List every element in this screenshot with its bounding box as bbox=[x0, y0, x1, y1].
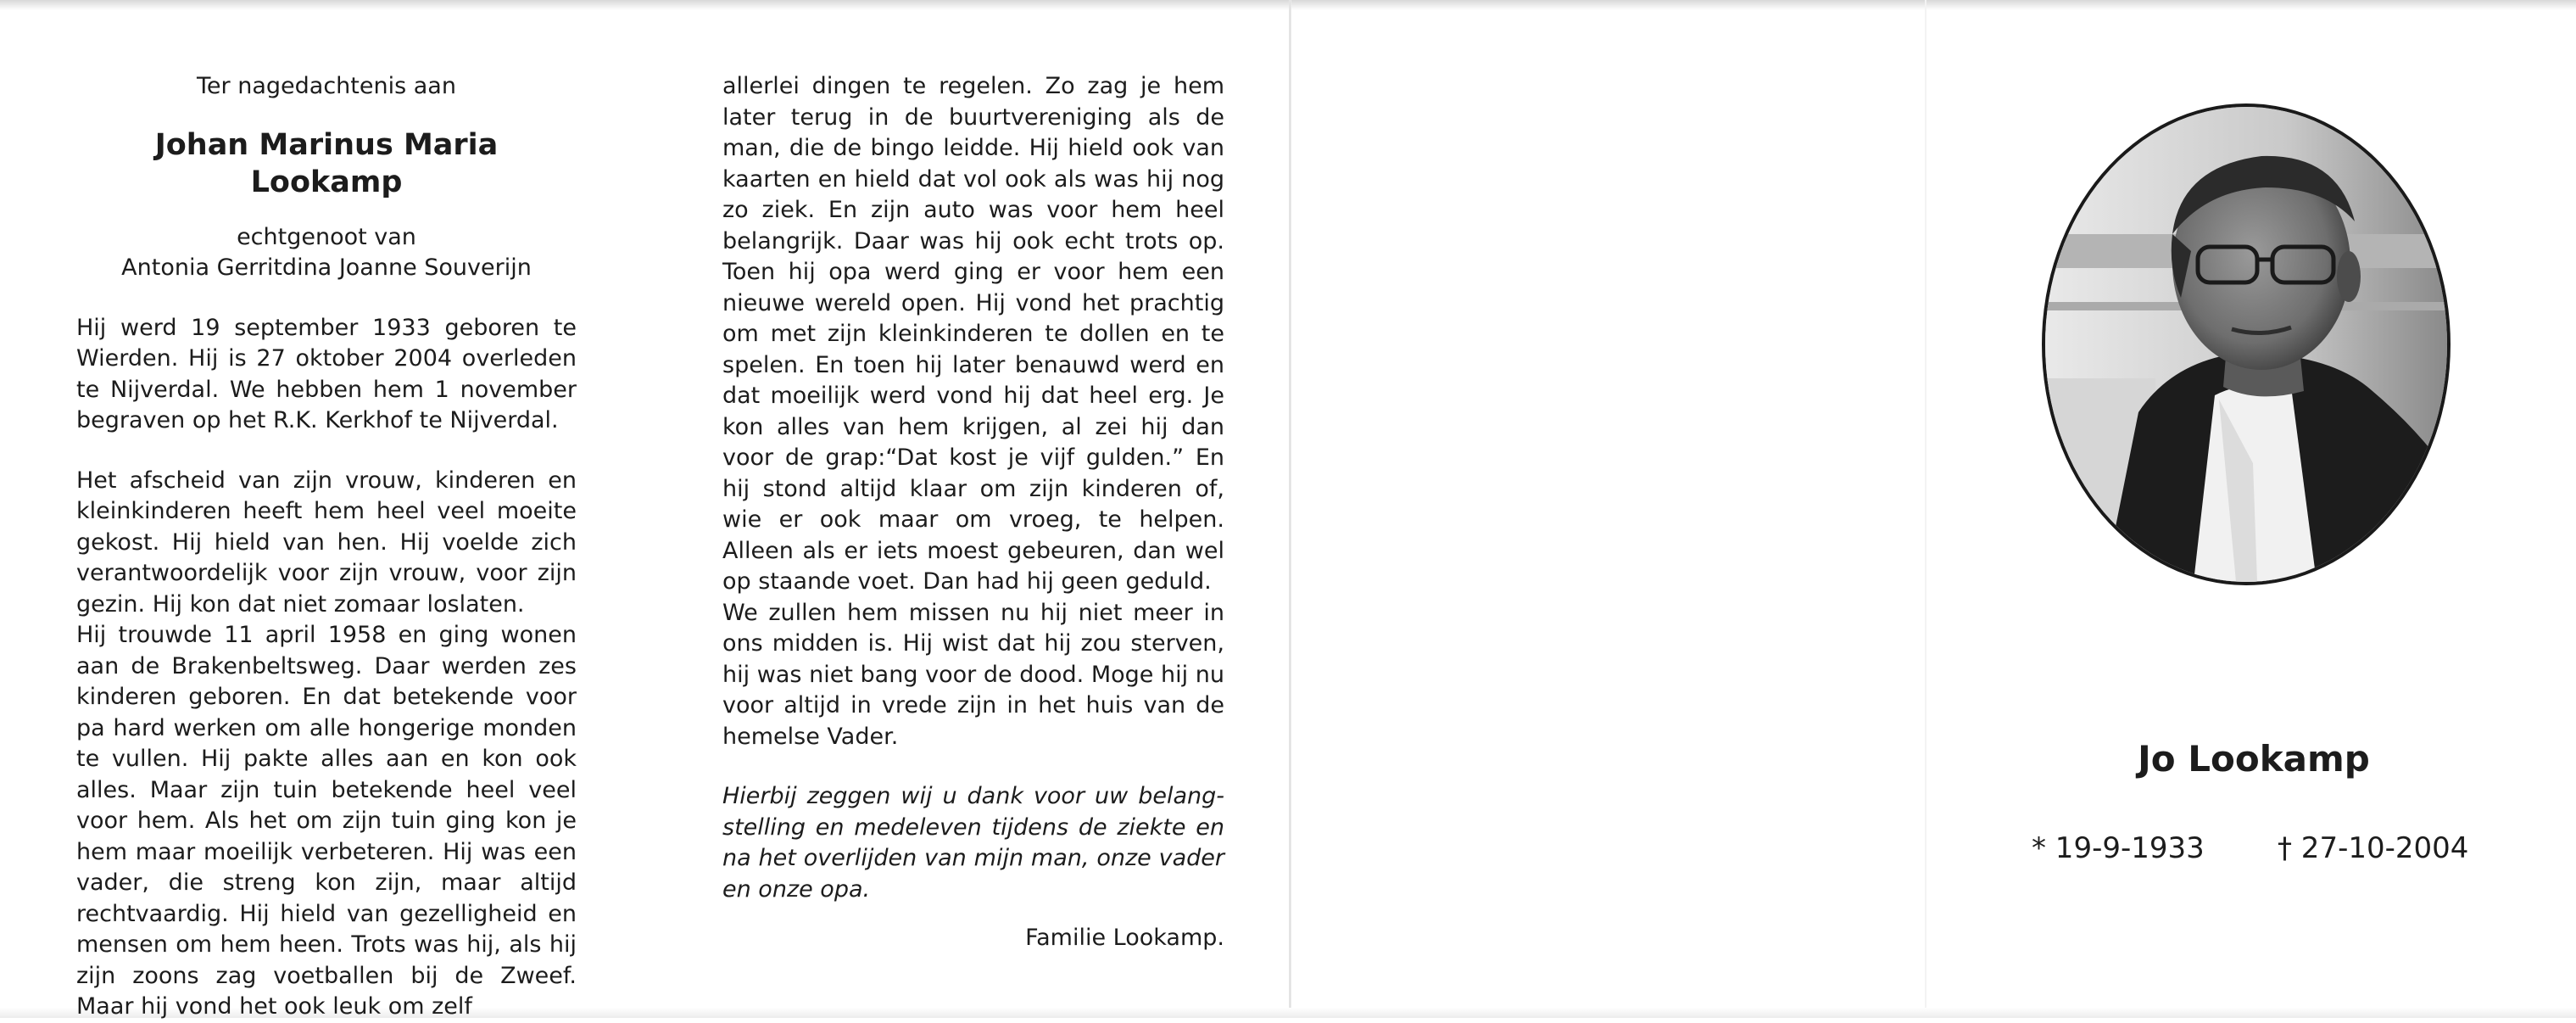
center-fold bbox=[1289, 0, 1291, 1018]
middle-text-panel bbox=[722, 71, 1224, 905]
memorial-portrait-photo bbox=[2042, 103, 2451, 585]
biography-paragraph: Het afscheid van zijn vrouw, kinderen en kleinkinderen heeft hem heel veel moeite gekost. Hij hield van hen. Hij voelde zich verantwoordelijk voor zijn vrouw, voor zijn gezin. Hij kon dat niet zomaar loslaten. bbox=[76, 467, 577, 618]
birth-date: * 19-9-1933 bbox=[2032, 831, 2205, 865]
right-crease bbox=[1925, 0, 1926, 1018]
spouse-name: Antonia Gerritdina Joanne Souverijn bbox=[121, 254, 532, 281]
short-name-heading: Jo Lookamp bbox=[2138, 738, 2370, 780]
spouse-prefix: echtgenoot van bbox=[237, 223, 416, 250]
full-name-heading: Johan Marinus Maria Lookamp bbox=[154, 127, 499, 199]
biography-paragraph: Hij werd 19 september 1933 geboren te Wierden. Hij is 27 oktober 2004 overleden te Nijverdal. We hebben hem 1 november begraven op het R.K. Kerkhof te Nijverdal. bbox=[76, 314, 577, 433]
card-top-edge bbox=[0, 0, 2576, 10]
death-date: † 27-10-2004 bbox=[2278, 831, 2469, 865]
left-text-panel bbox=[76, 71, 577, 1023]
memorial-intro: Ter nagedachtenis aan bbox=[197, 73, 456, 99]
biography-paragraph: We zullen hem missen nu hij niet meer in ons midden is. Hij wist dat hij zou sterven, hij was niet bang voor de dood. Moge hij nu voor altijd in vrede zijn in het huis van de hemelse Vader. bbox=[722, 599, 1224, 750]
thanks-paragraph: Hierbij zeggen wij u dank voor uw belang-stelling en medeleven tijdens de ziekte en na het overlijden van mijn man, onze vader en onze opa. bbox=[722, 783, 1224, 903]
family-signature: Familie Lookamp. bbox=[1025, 925, 1224, 951]
biography-paragraph: allerlei dingen te regelen. Zo zag je hem later terug in de buurtvereniging als de man, die de bingo leidde. Hij hield ook van kaarten en hield dat vol ook als was hij nog zo ziek. En zijn auto was voor hem heel belangrijk. Daar was hij ook echt trots op. Toen hij opa werd ging er voor hem een nieuwe wereld open. Hij vond het prachtig om met zijn kleinkinderen te dollen en te spelen. En toen hij later benauwd werd en dat moeilijk werd vond hij dat heel erg. Je kon alles van hem krijgen, al zei hij dan voor de grap:“Dat kost je vijf gulden.” En hij stond altijd klaar om zijn kinderen of, wie er ook maar om vroeg, te helpen. Alleen als er iets moest gebeuren, dan wel op staande voet. Dan had hij geen geduld. bbox=[722, 73, 1224, 595]
biography-paragraph: Hij trouwde 11 april 1958 en ging wonen aan de Brakenbeltsweg. Daar werden zes kinderen geboren. En dat betekende voor pa hard werken om alle hongerige monden te vullen. Hij pakte alles aan en kon ook alles. Maar zijn tuin betekende heel veel voor hem. Als het om zijn tuin ging kon je hem maar moeilijk verbeteren. Hij was een vader, die streng kon zijn, maar altijd rechtvaardig. Hij hield van gezelligheid en mensen om hem heen. Trots was hij, als hij zijn zoons zag voetballen bij de Zweef. Maar hij vond het ook leuk om zelf bbox=[76, 622, 577, 1020]
